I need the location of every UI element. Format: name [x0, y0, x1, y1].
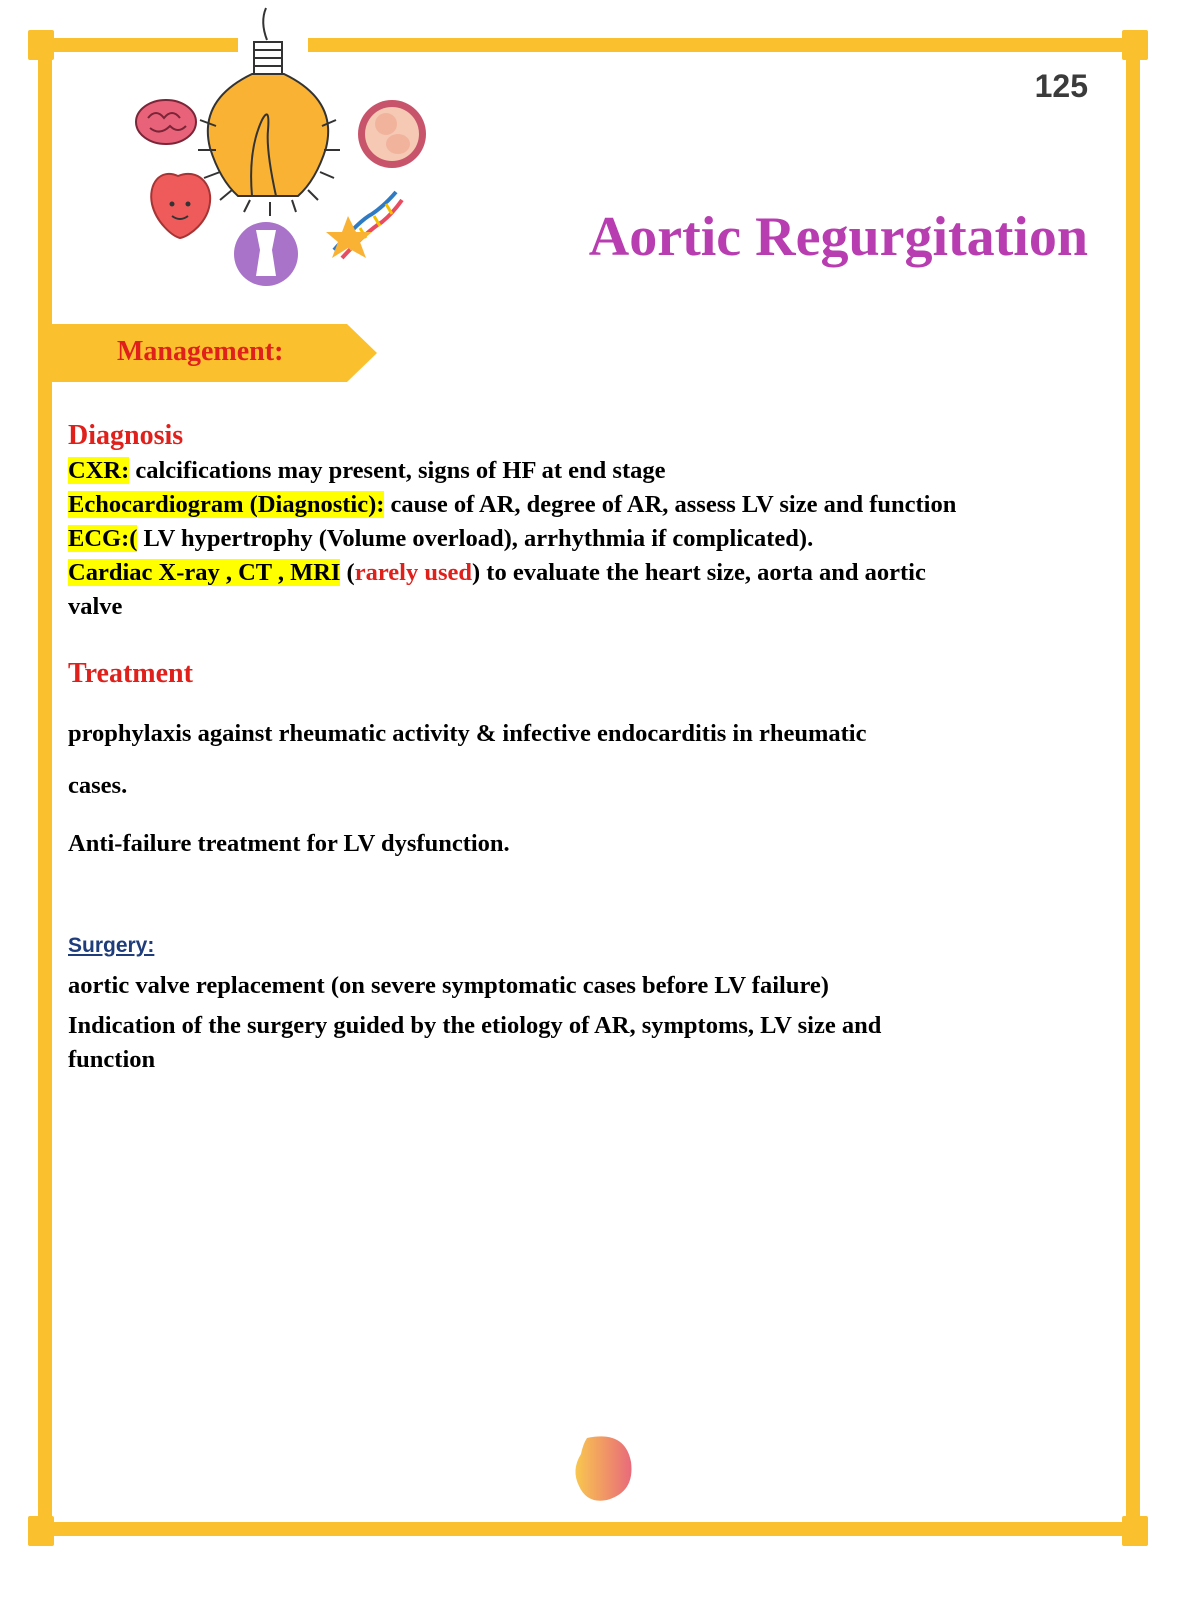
surgery-heading: Surgery: [68, 934, 155, 957]
frame-corner [28, 30, 54, 60]
heart-icon [151, 174, 210, 238]
knee-joint-icon [234, 222, 298, 286]
imaging-line [68, 557, 926, 589]
treatment-line-1: prophylaxis against rheumatic activity & infective endocarditis in rheumatic [68, 720, 867, 747]
treatment-line-1-cont: cases. [68, 772, 128, 799]
decorative-circle-icon [565, 1430, 645, 1510]
cxr-text: calcifications may present, signs of HF at end stage [129, 457, 666, 484]
imaging-note: rarely used [354, 559, 472, 586]
imaging-open-paren: ( [340, 559, 355, 586]
echo-label: Echocardiogram (Diagnostic): [68, 491, 385, 518]
frame-right [1126, 38, 1140, 1536]
page-number: 125 [1034, 68, 1088, 104]
dna-icon [326, 192, 402, 258]
ecg-label: ECG:( [68, 525, 138, 552]
ecg-text: LV hypertrophy (Volume overload), arrhythmia if complicated). [137, 525, 814, 552]
management-banner [47, 324, 387, 382]
brain-icon [136, 100, 196, 144]
imaging-line-cont: valve [68, 593, 123, 620]
surgery-line-2-cont: function [68, 1046, 156, 1073]
diagnosis-heading: Diagnosis [68, 420, 184, 451]
imaging-label: Cardiac X-ray , CT , MRI [68, 559, 341, 586]
imaging-text: ) to evaluate the heart size, aorta and aortic [472, 559, 926, 586]
banner-label: Management: [117, 336, 284, 367]
frame-bottom [30, 1522, 1146, 1536]
surgery-line-2: Indication of the surgery guided by the etiology of AR, symptoms, LV size and [68, 1012, 882, 1039]
treatment-line-2: Anti-failure treatment for LV dysfunction. [68, 830, 510, 857]
header-illustration [120, 0, 450, 300]
frame-corner [28, 1516, 54, 1546]
page-title: Aortic Regurgitation [588, 206, 1088, 268]
surgery-line-1: aortic valve replacement (on severe symptomatic cases before LV failure) [68, 972, 829, 999]
echo-text: cause of AR, degree of AR, assess LV size and function [384, 491, 957, 518]
frame-corner [1122, 1516, 1148, 1546]
cxr-label: CXR: [68, 457, 130, 484]
frame-corner [1122, 30, 1148, 60]
frame-left [38, 38, 52, 1536]
cxr-line [68, 455, 666, 487]
treatment-heading: Treatment [68, 658, 193, 689]
echo-line [68, 489, 956, 521]
light-bulb-icon [198, 8, 340, 216]
fetus-icon [358, 100, 426, 168]
ecg-line [68, 523, 813, 555]
